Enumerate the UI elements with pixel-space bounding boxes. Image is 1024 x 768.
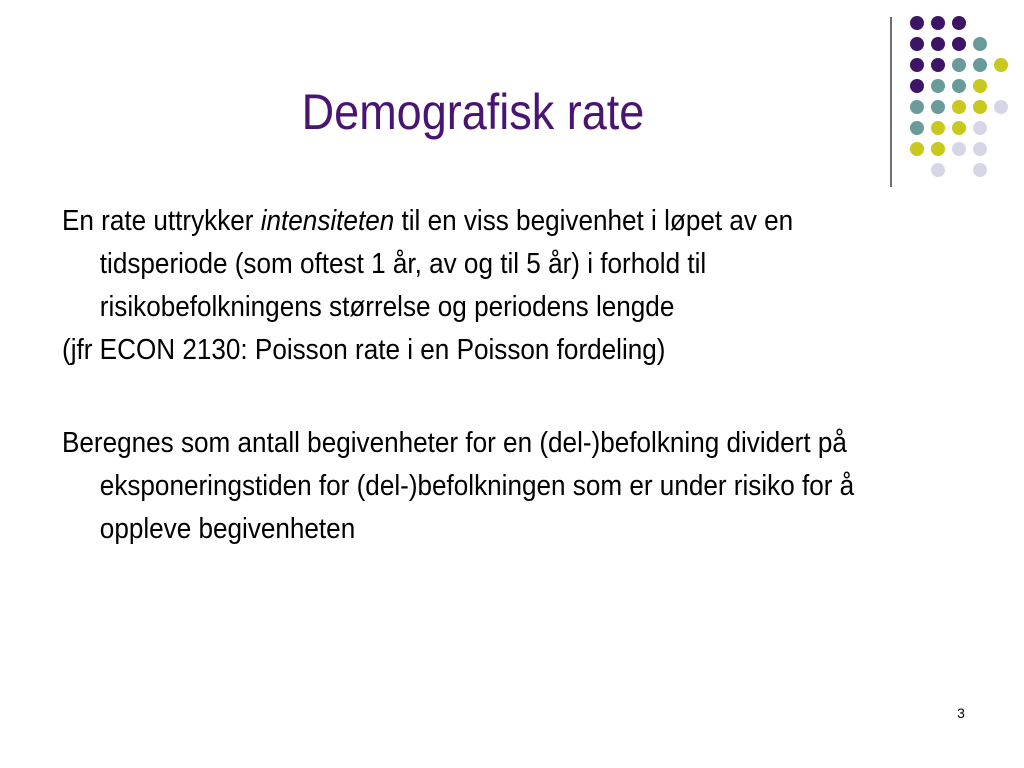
emphasized-term: intensiteten (260, 205, 395, 237)
decorative-dot (994, 58, 1008, 72)
slide-body (62, 200, 899, 551)
decorative-dot (910, 100, 924, 114)
decorative-dot (931, 142, 945, 156)
decorative-dot (931, 163, 945, 177)
decorative-dot (973, 163, 987, 177)
decorative-dot (931, 100, 945, 114)
decorative-dot (931, 79, 945, 93)
page-number: 3 (957, 705, 965, 721)
decorative-dot (973, 121, 987, 135)
paragraph-text: En rate uttrykker (62, 205, 261, 237)
slide-title: Demografisk rate (301, 84, 645, 140)
decorative-dot (910, 142, 924, 156)
decorative-dot (973, 37, 987, 51)
paragraph-calculation: Beregnes som antall begivenheter for en (del-)befolkning dividert på eksponeringstiden for (del-)befolkningen som er under risiko for å oppleve begivenheten (62, 427, 855, 545)
decorative-dot (952, 58, 966, 72)
decorative-dot (973, 142, 987, 156)
decorative-dot (994, 100, 1008, 114)
decorative-dot (952, 121, 966, 135)
paragraph-econ-reference: (jfr ECON 2130: Poisson rate i en Poisson fordeling) (62, 334, 666, 366)
decorative-dot (910, 16, 924, 30)
decorative-dot (973, 79, 987, 93)
decorative-dot (973, 58, 987, 72)
paragraph-rate-definition (62, 200, 899, 329)
decorative-dot (931, 58, 945, 72)
decorative-dot (910, 121, 924, 135)
paragraph-text: til en viss begivenhet i løpet av en tidsperiode (som oftest 1 år, av og til 5 år) i forhold til risikobefolkningens størrelse og periodens lengde (99, 205, 794, 323)
decorative-dot (973, 100, 987, 114)
decorative-dot (931, 121, 945, 135)
decorative-dot (952, 37, 966, 51)
decorative-dot (931, 37, 945, 51)
decorative-dot (952, 142, 966, 156)
decorative-dot (910, 37, 924, 51)
decorative-dot (931, 16, 945, 30)
decorative-dot (952, 16, 966, 30)
decorative-dot (952, 100, 966, 114)
decorative-dot (910, 79, 924, 93)
decorative-dot (952, 79, 966, 93)
decorative-dot (910, 58, 924, 72)
